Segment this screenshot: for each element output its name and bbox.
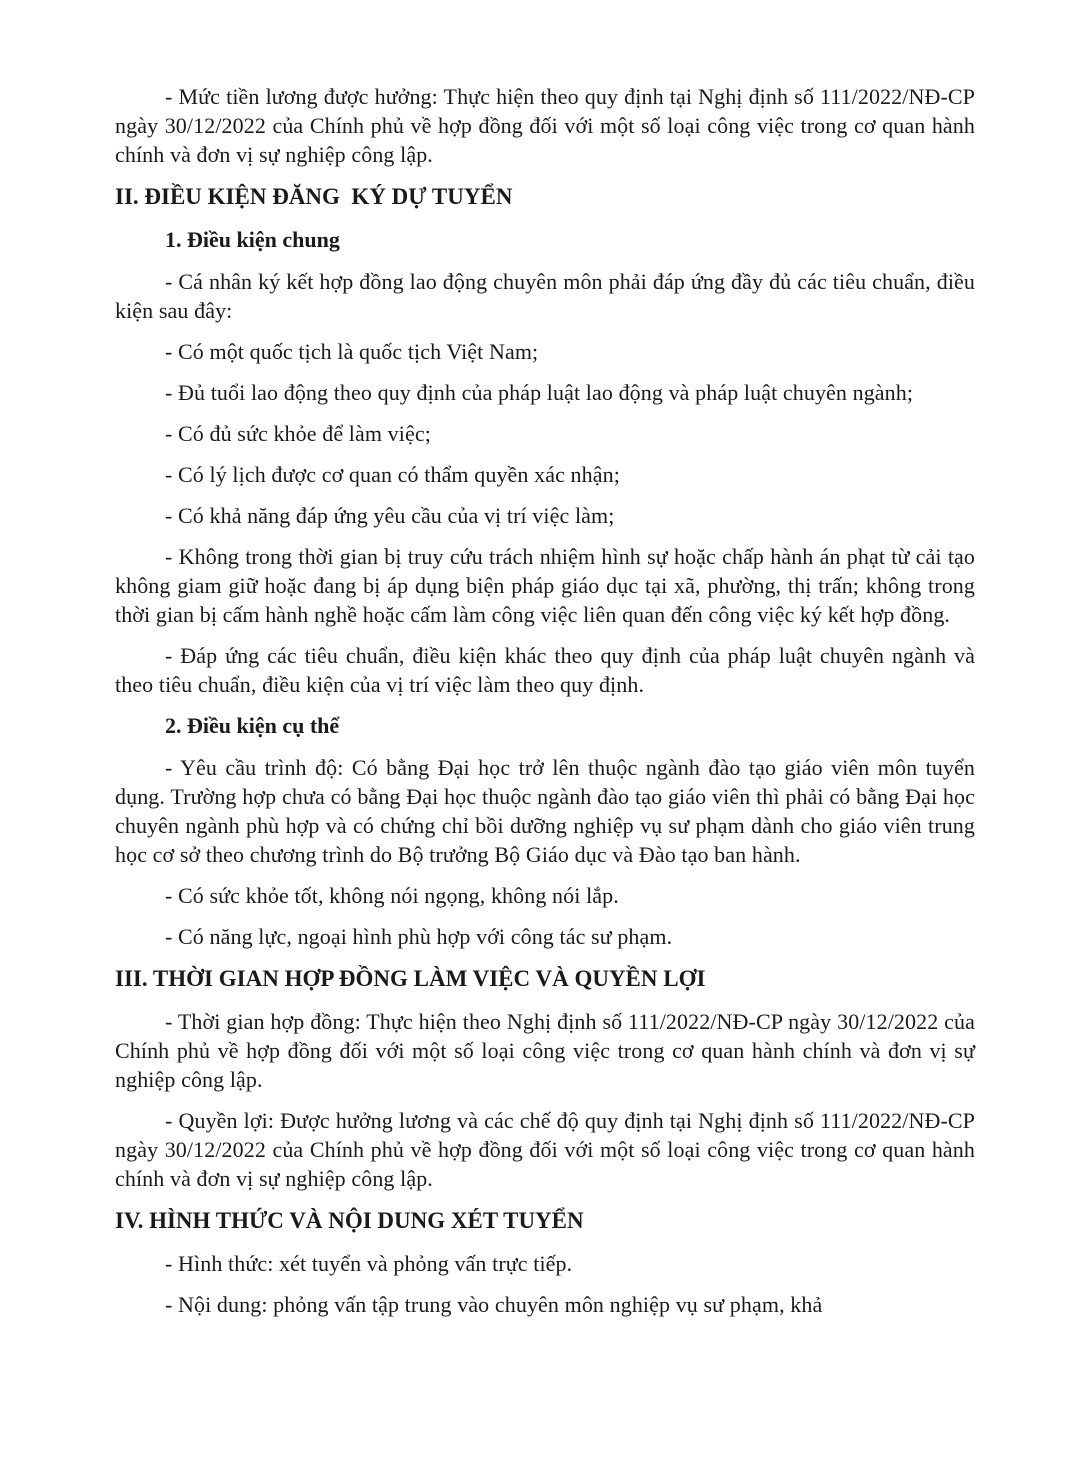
paragraph-contract-duration: - Thời gian hợp đồng: Thực hiện theo Nghị định số 111/2022/NĐ-CP ngày 30/12/2022 của Chính phủ về hợp đồng đối với một số loại công việc trong cơ quan hành chính và đơn vị sự nghiệp công lập. (115, 1009, 975, 1092)
section-heading-ii-registration-conditions: II. ĐIỀU KIỆN ĐĂNG KÝ DỰ TUYỂN (115, 184, 513, 209)
list-item-health: - Có đủ sức khỏe để làm việc; (165, 421, 431, 446)
paragraph-selection-content: - Nội dung: phỏng vấn tập trung vào chuyên môn nghiệp vụ sư phạm, khả (165, 1292, 823, 1317)
section-heading-iv-selection-format-content: IV. HÌNH THỨC VÀ NỘI DUNG XÉT TUYỂN (115, 1208, 584, 1233)
paragraph-general-conditions-intro: - Cá nhân ký kết hợp đồng lao động chuyên môn phải đáp ứng đầy đủ các tiêu chuẩn, điều kiện sau đây: (115, 269, 975, 323)
paragraph-selection-format: - Hình thức: xét tuyển và phỏng vấn trực tiếp. (165, 1251, 573, 1276)
paragraph-salary: - Mức tiền lương được hưởng: Thực hiện theo quy định tại Nghị định số 111/2022/NĐ-CP ngày 30/12/2022 của Chính phủ về hợp đồng đối với một số loại công việc trong cơ quan hành chính và đơn vị sự nghiệp công lập. (115, 84, 975, 167)
subsection-heading-specific-conditions: 2. Điều kiện cụ thể (165, 713, 340, 738)
paragraph-degree-requirements: - Yêu cầu trình độ: Có bằng Đại học trở lên thuộc ngành đào tạo giáo viên môn tuyển dụng. Trường hợp chưa có bằng Đại học thuộc ngành đào tạo giáo viên thì phải có bằng Đại học chuyên ngành phù hợp và có chứng chỉ bồi dưỡng nghiệp vụ sư phạm dành cho giáo viên trung học cơ sở theo chương trình do Bộ trưởng Bộ Giáo dục và Đào tạo ban hành. (115, 755, 975, 867)
section-heading-iii-contract-time-benefits: III. THỜI GIAN HỢP ĐỒNG LÀM VIỆC VÀ QUYỀN LỢI (115, 966, 706, 991)
list-item-nationality: - Có một quốc tịch là quốc tịch Việt Nam; (165, 339, 539, 364)
list-item-job-capability: - Có khả năng đáp ứng yêu cầu của vị trí việc làm; (165, 503, 615, 528)
list-item-working-age: - Đủ tuổi lao động theo quy định của pháp luật lao động và pháp luật chuyên ngành; (165, 380, 914, 405)
list-item-aptitude-appearance: - Có năng lực, ngoại hình phù hợp với công tác sư phạm. (165, 924, 673, 949)
paragraph-no-criminal-liability: - Không trong thời gian bị truy cứu trách nhiệm hình sự hoặc chấp hành án phạt từ cải tạo không giam giữ hoặc đang bị áp dụng biện pháp giáo dục tại xã, phường, thị trấn; không trong thời gian bị cấm hành nghề hoặc cấm làm công việc liên quan đến công việc ký kết hợp đồng. (115, 544, 975, 627)
list-item-good-health-speech: - Có sức khỏe tốt, không nói ngọng, không nói lắp. (165, 883, 619, 908)
paragraph-benefits: - Quyền lợi: Được hưởng lương và các chế độ quy định tại Nghị định số 111/2022/NĐ-CP ngày 30/12/2022 của Chính phủ về hợp đồng đối với một số loại công việc trong cơ quan hành chính và đơn vị sự nghiệp công lập. (115, 1108, 975, 1191)
list-item-background-check: - Có lý lịch được cơ quan có thẩm quyền xác nhận; (165, 462, 620, 487)
paragraph-other-standards: - Đáp ứng các tiêu chuẩn, điều kiện khác theo quy định của pháp luật chuyên ngành và theo tiêu chuẩn, điều kiện của vị trí việc làm theo quy định. (115, 643, 975, 697)
subsection-heading-general-conditions: 1. Điều kiện chung (165, 227, 340, 252)
